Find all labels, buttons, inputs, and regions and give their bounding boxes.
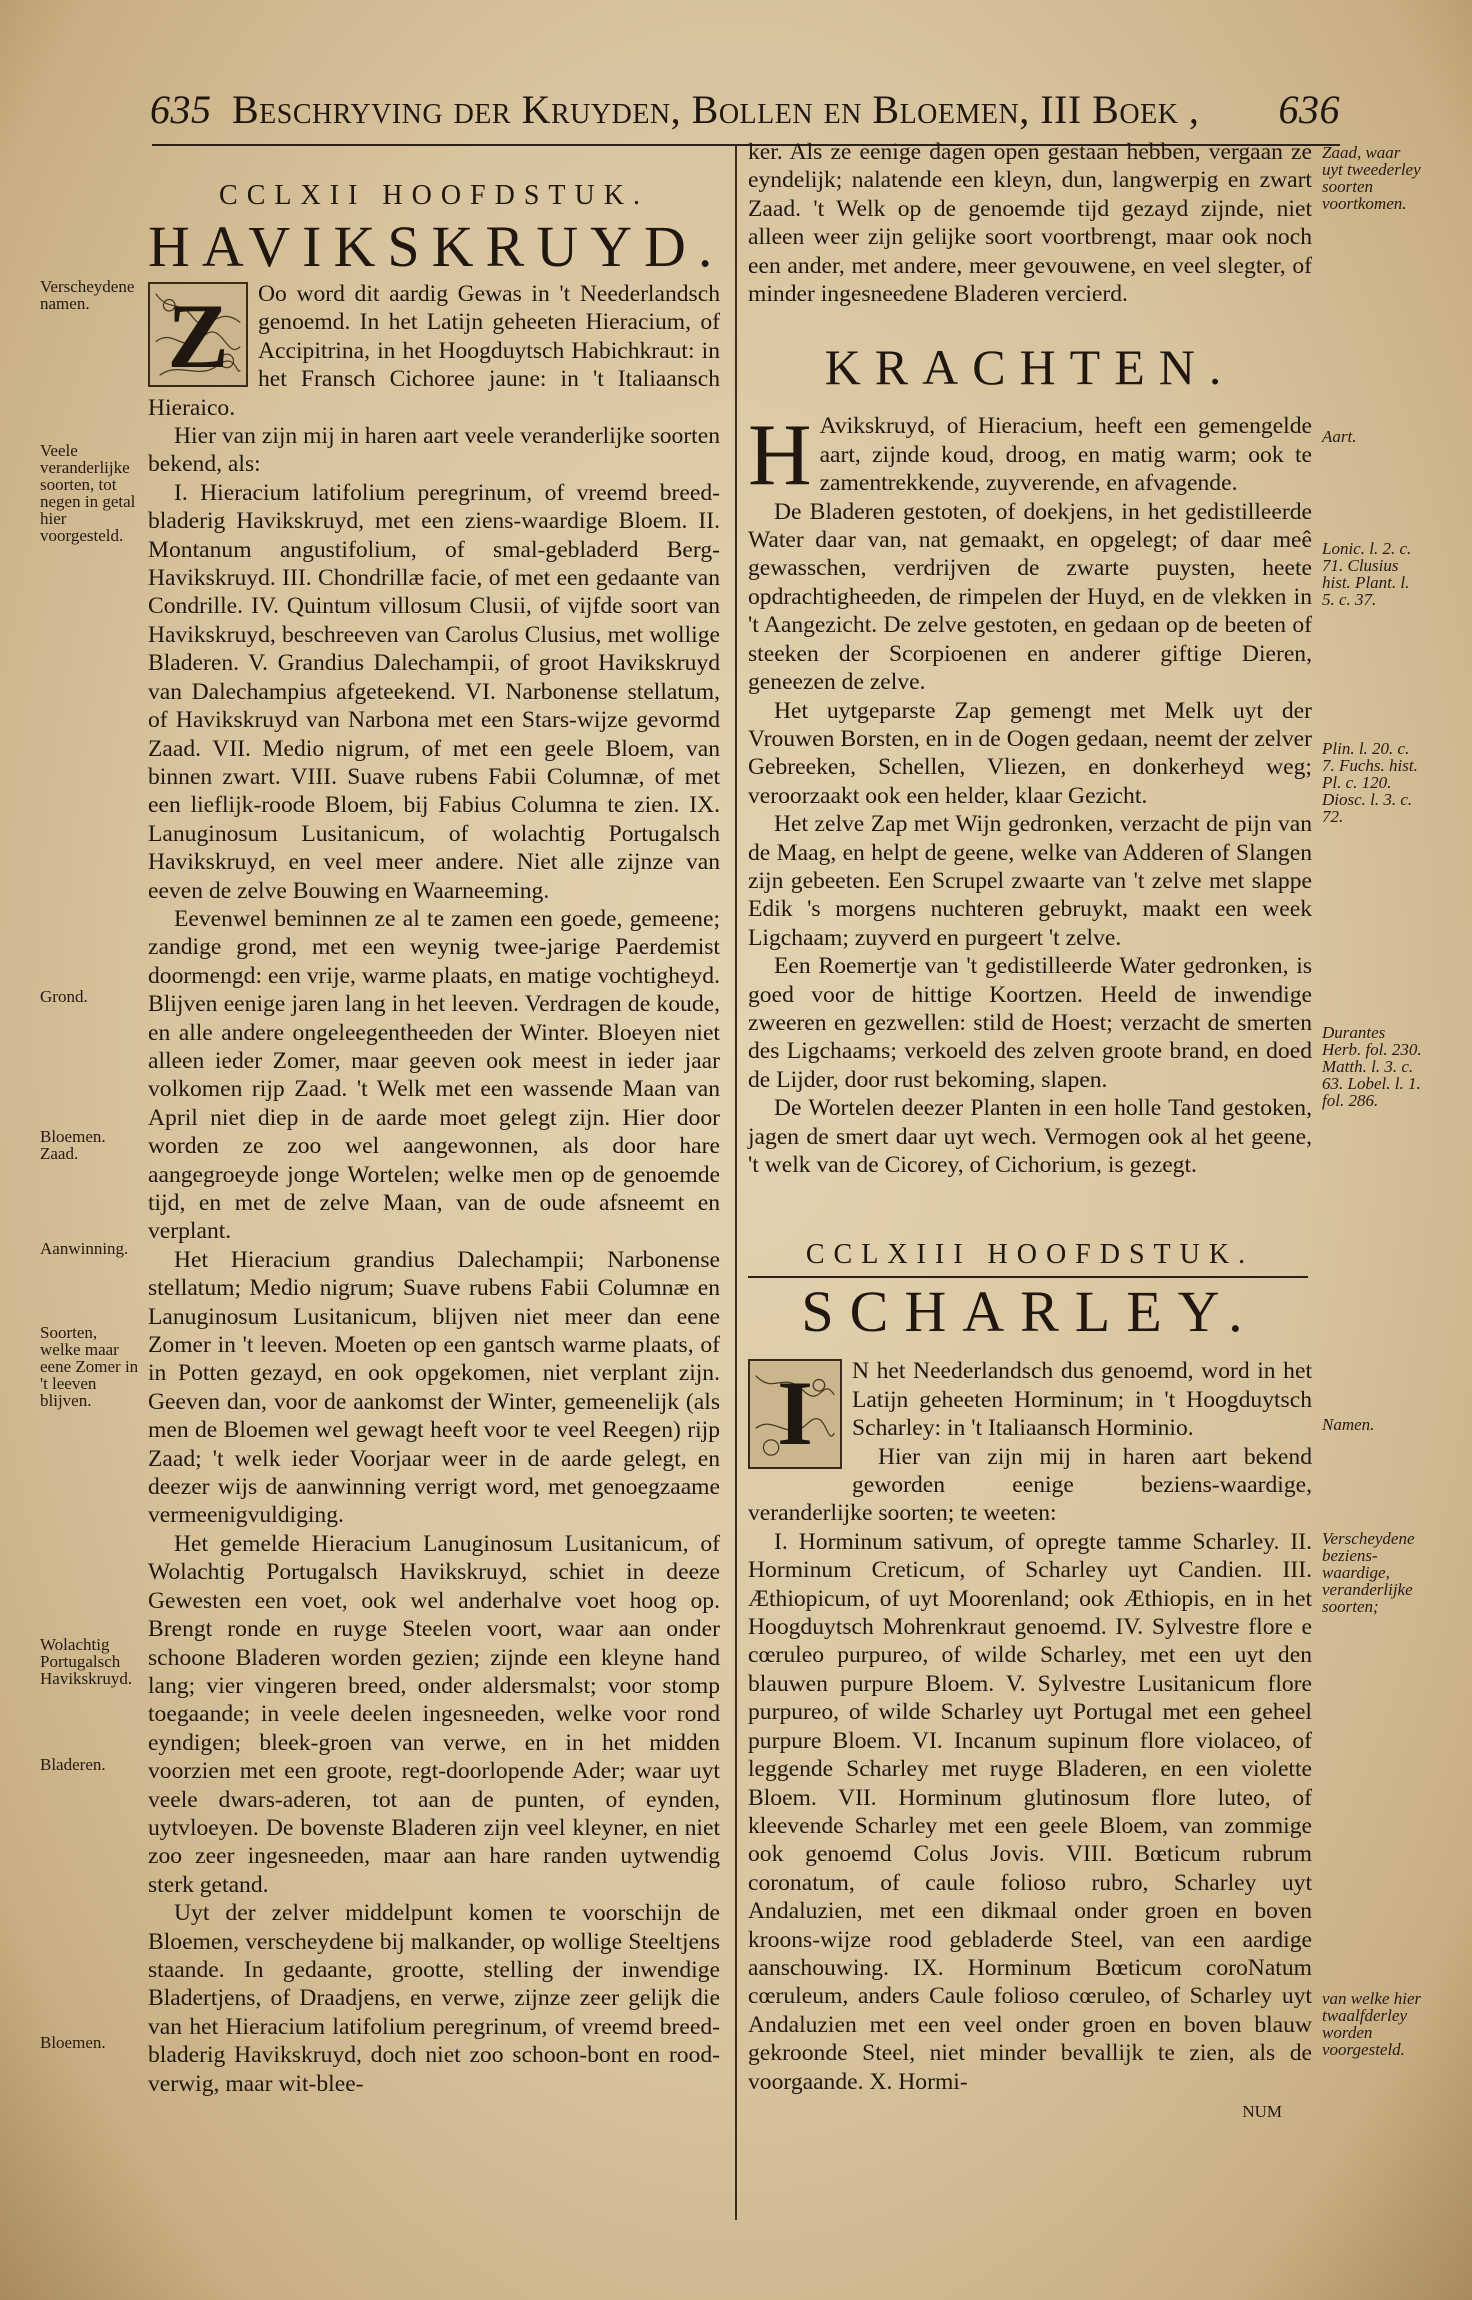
catchword: num	[1242, 2096, 1282, 2123]
margin-note: Durantes Herb. fol. 230. Matth. l. 3. c. 63. Lobel. l. 1. fol. 286.	[1322, 1023, 1422, 1110]
chapter-heading: CCLXIII HOOFDSTUK.	[805, 1239, 1255, 1271]
running-header	[150, 78, 1340, 138]
column-divider	[735, 145, 737, 2220]
paragraph: Een Roemertje van 't gedistilleerde Water gedronken, is goed voor de hittige Koortzen. Heeld de inwendige zweeren en gezwellen: stild de Hoest; verzacht de smerten des Ligchaams; verkoeld des zelven groote brand, en doed de Lijder, door rust bekoming, slapen.	[748, 953, 1312, 1093]
drop-cap: Z	[148, 282, 248, 387]
chapter-title: SCHARLEY.	[801, 1279, 1259, 1345]
margin-note: Grond.	[40, 987, 88, 1006]
margin-note: Verscheydene namen.	[40, 277, 135, 313]
margin-note: Bloemen.	[40, 2033, 106, 2052]
margin-note: Veele veranderlijke soorten, tot negen in getal hier voorgesteld.	[40, 441, 136, 545]
margin-note: Aanwinning.	[40, 1239, 129, 1258]
paragraph: Z Oo word dit aardig Gewas in 't Neederlandsch genoemd. In het Latijn geheeten Hieracium, of Accipitrina, in het Hoogduytsch Habichkraut: in het Fransch Cichoree jaune: in 't Italiaansch Hieraico.	[148, 281, 720, 421]
paragraph: Uyt der zelver middelpunt komen te voorschijn de Bloemen, verscheydene bij malkander, op wollige Steeltjens staande. In gedaante, grootte, stelling der inwendige Bladertjens, of Draadjens, en verwe, zijnze zeer gelijk die van het Hieracium latifolium peregrinum, of vreemd breed-bladerig Havikskruyd, doch niet zoo schoon-bont en rood-verwig, maar wit-blee-	[148, 1900, 720, 2097]
page-number-right: 636	[1278, 87, 1340, 132]
margin-note: Aart.	[1322, 427, 1357, 446]
margin-note: Zaad, waar uyt tweederley soorten voortkomen.	[1322, 143, 1421, 213]
margin-note: Namen.	[1322, 1415, 1375, 1434]
paragraph: ker. Als ze eenige dagen open gestaan hebben, vergaan ze eyndelijk; nalatende een kleyn, dun, langwerpig en zwart Zaad. 't Welk op de genoemde tijd gezayd zijnde, niet alleen weer zijn gelijke soort voortbrengt, maar ook noch een ander, met andere, meer gevouwene, en veel slegter, of minder ingesneedene Bladeren vercierd.	[748, 139, 1312, 308]
paragraph: Hier van zijn mij in haren aart veele veranderlijke soorten bekend, als:	[148, 423, 720, 478]
section-title: KRACHTEN.	[824, 339, 1236, 396]
paragraph: I N het Neederlandsch dus genoemd, word in het Latijn geheeten Horminum; in 't Hoogduytsch Scharley: in 't Italiaansch Horminio.	[748, 1357, 1312, 1442]
drop-cap: H	[748, 407, 812, 505]
paragraph: I. Horminum sativum, of opregte tamme Scharley. II. Horminum Creticum, of Scharley uyt Candien. III. Æthiopicum, of uyt Moorenland; ook Æthiopis, en in het Hoogduytsch Mohrenkraut genoemd. IV. Sylvestre flore e cœruleo purpureo, of wilde Scharley, met een uyt den blauwen purpure Bloem. V. Sylvestre Lusitanicum flore purpureo, of wilde Scharley uyt Portugal met een geheel purpure Bloem. VI. Incanum supinum flore violaceo, of leggende Scharley met ruyge Bladeren, en een violette Bloem. VII. Horminum glutinosum flore luteo, of kleevende Scharley met een geele Bloem, van zommige ook genoemd Colus Jovis. VIII. Bœticum rubrum coronatum, of caule folioso rubro, Scharley uyt Andaluzien, met een dikmaal onder groen en boven kroons-wijze rood gebladerde Steel, van een aardige aanschouwing. IX. Horminum Bœticum coroNatum cœruleum, anders Caule folioso cœruleo, of Scharley uyt Andaluzien met een veel onder groen en boven blauw gekroonde Steel, niet minder bevallijk te zien, als de voorgaande. X. Hormi-	[748, 1528, 1312, 2095]
paragraph: Het uytgeparste Zap gemengt met Melk uyt der Vrouwen Borsten, en in de Oogen gedaan, neemt der zelver Gebreeken, Schellen, Vliezen, en donkerheyd weg; veroorzaakt ook een helder, klaar Gezicht.	[748, 697, 1312, 809]
page-number-left: 635	[150, 87, 212, 132]
margin-note: Wolachtig Portugalsch Havikskruyd.	[40, 1635, 133, 1688]
drop-cap: I	[748, 1359, 842, 1469]
margin-note: Verscheydene beziens-waardige, veranderlijke soorten;	[1322, 1529, 1415, 1616]
margin-note: Soorten, welke maar eene Zomer in 't leeven blijven.	[40, 1323, 139, 1410]
paragraph: Eevenwel beminnen ze al te zamen een goede, gemeene; zandige grond, met een weynig twee-jarige Paerdemist doormengd: een vrije, warme plaats, en matige vochtigheyd. Blijven eenige jaren lang in het leeven. Verdragen de koude, en alle andere ongeleegentheeden der Winter. Bloeyen niet alleen ieder Zomer, maar geeven ook meest in ieder jaar volkomen rijp Zaad. 't Welk met een wassende Maan van April niet diep in de aarde moet gelegt zijn. Hier door worden ze zoo wel aangewonnen, als door hare aangegroeyde jonge Wortelen; welke men op de genoemde tijd, en met de zelve Maan, van de oude afsneemt en verplant.	[148, 905, 720, 1245]
margin-note: Bloemen. Zaad.	[40, 1127, 106, 1163]
paragraph: De Bladeren gestoten, of doekjens, in het gedistilleerde Water daar van, nat gemaakt, en opgelegt; of daar meê gewasschen, verdrijven de zwarte puysten, heete opdrachtigheeden, de rimpelen der Huyd, en de vlekken in 't Aangezicht. De zelve gestoten, en gedaan op de beeten of steeken der Scorpioenen en anderer giftige Dieren, geneezen de zelve.	[748, 498, 1312, 696]
paragraph: Het gemelde Hieracium Lanuginosum Lusitanicum, of Wolachtig Portugalsch Havikskruyd, schiet in deeze Gewesten een voet, ook wel anderhalve voet hoog op. Brengt ronde en ruyge Steelen voort, waar aan onder schoone Bladeren worden gezien; zijnde een kleyne hand lang; vier vingeren breed, onder aldersmalst; voor stomp toegaande; in veele deelen ingesneeden, welke voor rond eyndigen; bleek-groen van verwe, en in het midden voorzien met een groote, regt-doorlopende Ader; waar uyt veele dwars-aderen, tot aan de punten, of eynden, uytvloeyen. De bovenste Bladeren zijn veel kleyner, en niet zoo zeer ingesneeden, maar aan hare randen uytwendig sterk getand.	[148, 1530, 720, 1898]
margin-note: Bladeren.	[40, 1755, 106, 1774]
chapter-heading: CCLXII HOOFDSTUK.	[219, 180, 649, 211]
margin-note: Lonic. l. 2. c. 71. Clusius hist. Plant. l. 5. c. 37.	[1322, 539, 1412, 609]
paragraph: De Wortelen deezer Planten in een holle Tand gestoken, jagen de smert daar uyt wech. Vermogen ook al het geene, 't welk van de Cicorey, of Cichorium, is gezegt.	[748, 1095, 1312, 1178]
chapter-title: HAVIKSKRUYD.	[148, 214, 725, 279]
running-title: Beschryving der Kruyden, Bollen en Bloemen, III Boek ,	[232, 87, 1200, 132]
paragraph: Hier van zijn mij in haren aart bekend geworden eenige beziens-waardige, veranderlijke soorten; te weeten:	[748, 1443, 1312, 1527]
margin-note: Plin. l. 20. c. 7. Fuchs. hist. Pl. c. 120. Diosc. l. 3. c. 72.	[1322, 739, 1418, 826]
margin-note: van welke hier twaalfderley worden voorgesteld.	[1322, 1989, 1422, 2059]
left-column	[148, 178, 725, 2098]
paragraph: I. Hieracium latifolium peregrinum, of vreemd breed-bladerig Havikskruyd, met een ziens-waardige Bloem. II. Montanum angustifolium, of smal-gebladerd Berg-Havikskruyd. III. Chondrillæ facie, of met een gedaante van Condrille. IV. Quintum villosum Clusii, of vijfde soort van Havikskruyd, beschreeven van Carolus Clusius, met wollige Bladeren. V. Grandius Dalechampii, of groot Havikskruyd van Dalechampius afgeteekend. VI. Narbonense stellatum, of Havikskruyd van Narbona met een Stars-wijze gevormd Zaad. VII. Medio nigrum, of met een geele Bloem, van binnen zwart. VIII. Suave rubens Fabii Columnæ, of met een lieflijk-roode Bloem, bij Fabius Columna te zien. IX. Lanuginosum Lusitanicum, of wolachtig Portugalsch Havikskruyd, en veel meer andere. Niet alle zijnze van eeven de zelve Bouwing en Waarneeming.	[148, 479, 720, 904]
paragraph: Het zelve Zap met Wijn gedronken, verzacht de pijn van de Maag, en helpt de geene, welke van Adderen of Slangen zijn gebeeten. Een Scrupel zwaarte van 't zelve met slappe Edik 's morgens nuchteren gebruykt, maakt een week Ligchaam; zuyverd en purgeert 't zelve.	[748, 811, 1312, 951]
right-column	[748, 138, 1312, 2124]
paragraph: H Avikskruyd, of Hieracium, heeft een gemengelde aart, zijnde koud, droog, en matig warm; ook te zamentrekkende, zuyverende, en afvagende.	[748, 407, 1312, 505]
paragraph: Het Hieracium grandius Dalechampii; Narbonense stellatum; Medio nigrum; Suave rubens Fabii Columnæ en Lanuginosum Lusitanicum, blijven niet meer dan eene Zomer in 't leeven. Moeten op een gantsch warme plaats, of in Potten gezayd, en ook opgekomen, niet verplant zijn. Geeven dan, voor de aankomst der Winter, gemeenelijk (als men de Bloemen wel gewagt heeft voor te veel Reegen) rijp Zaad; 't welk ieder Voorjaar weer in de aarde gelegt, en deezer wijs de aanwinning verrigt word, met genoegzaame vermeenigvuldiging.	[148, 1246, 720, 1529]
